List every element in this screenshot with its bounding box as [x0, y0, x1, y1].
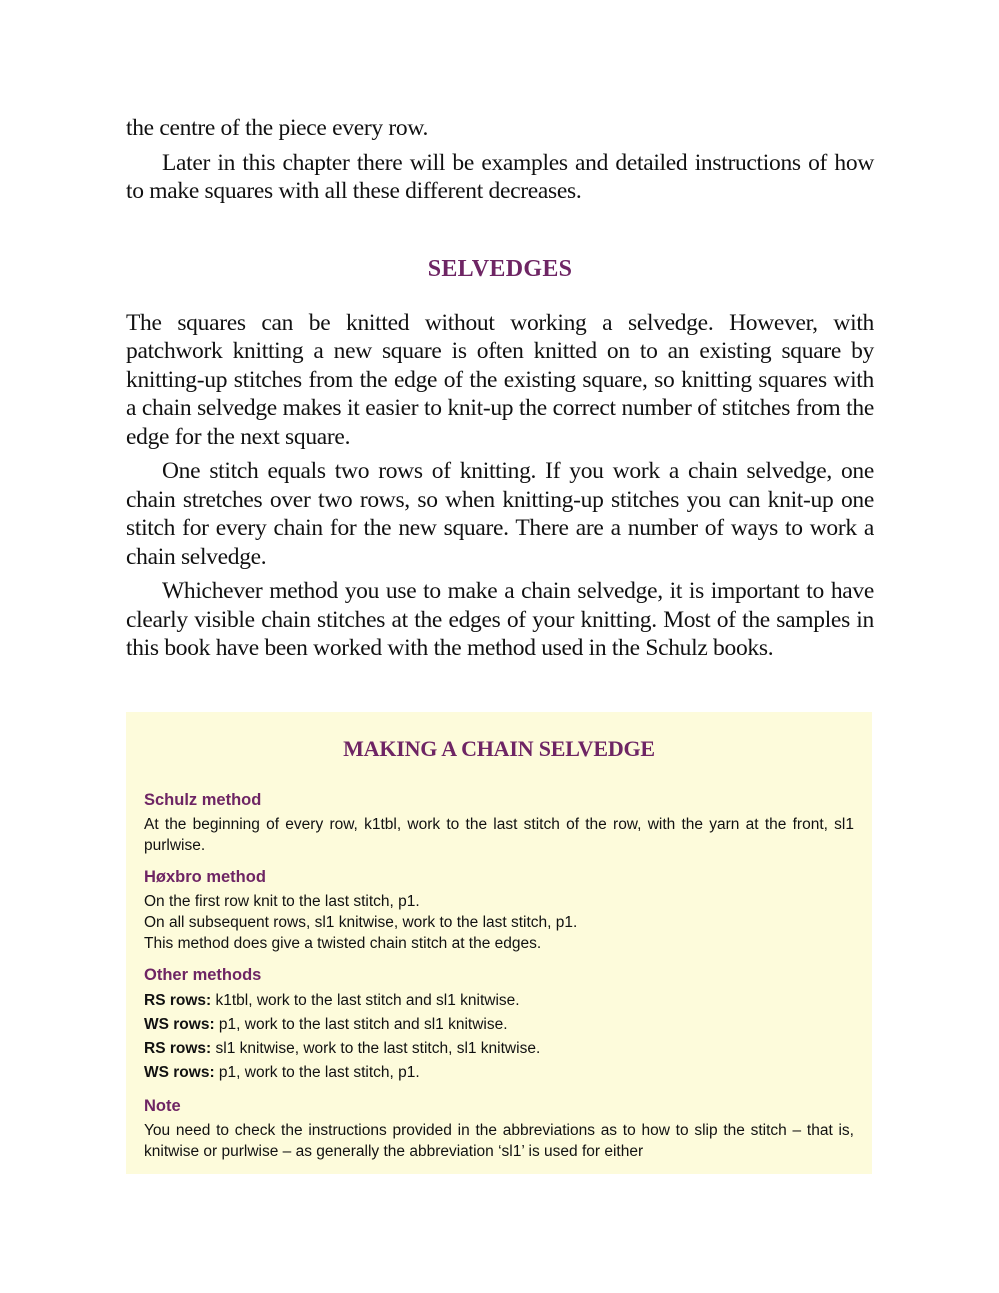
- method-row: [144, 1037, 854, 1061]
- method-row: [144, 1061, 854, 1085]
- hoxbro-section: [144, 867, 854, 954]
- box-title: MAKING A CHAIN SELVEDGE: [343, 736, 655, 761]
- section-heading: SELVEDGES: [427, 255, 573, 282]
- paragraph-3: The squares can be knitted without working a selvedge. However, with patchwork knitting a new square is often knitted on to an existing square by knitting-up stitches from the edge of the existing square, so knitting squares with a chain selvedge makes it easier to knit-up the correct number of stitches from the edge for the next square.: [126, 309, 874, 450]
- method-row: [144, 989, 854, 1013]
- schulz-section: [144, 790, 854, 856]
- row-label: RS rows:: [144, 1040, 212, 1057]
- row-text: p1, work to the last stitch and sl1 knitwise.: [214, 1016, 508, 1033]
- other-methods-section: [144, 965, 854, 1085]
- schulz-text: At the beginning of every row, k1tbl, work to the last stitch of the row, with the yarn at the front, sl1 purlwise.: [144, 816, 854, 854]
- paragraph-4: One stitch equals two rows of knitting. If you work a chain selvedge, one chain stretches over two rows, so when knitting-up stitches you can knit-up one stitch for every chain for the new square. There are a number of ways to work a chain selvedge.: [126, 458, 874, 570]
- hoxbro-heading: Høxbro method: [144, 868, 266, 886]
- row-label: RS rows:: [144, 992, 212, 1009]
- row-text: p1, work to the last stitch, p1.: [214, 1064, 420, 1081]
- row-label: WS rows:: [144, 1064, 215, 1081]
- row-text: k1tbl, work to the last stitch and sl1 knitwise.: [211, 992, 520, 1009]
- row-label: WS rows:: [144, 1016, 215, 1033]
- page-body: [126, 114, 874, 663]
- hoxbro-line: On the first row knit to the last stitch, p1.: [144, 893, 420, 910]
- paragraph-2: Later in this chapter there will be examples and detailed instructions of how to make squares with all these different decreases.: [126, 149, 874, 204]
- method-row: [144, 1013, 854, 1037]
- paragraph-1: the centre of the piece every row.: [126, 115, 429, 141]
- other-methods-heading: Other methods: [144, 966, 262, 984]
- hoxbro-line: This method does give a twisted chain stitch at the edges.: [144, 935, 542, 952]
- row-text: sl1 knitwise, work to the last stitch, sl1 knitwise.: [211, 1040, 541, 1057]
- note-text: You need to check the instructions provided in the abbreviations as to how to slip the stitch – that is, knitwise or purlwise – as generally the abbreviation ‘sl1’ is used for either: [144, 1122, 854, 1160]
- note-section: [144, 1096, 854, 1162]
- schulz-heading: Schulz method: [144, 791, 262, 809]
- paragraph-5: Whichever method you use to make a chain selvedge, it is important to have clearly visible chain stitches at the edges of your knitting. Most of the samples in this book have been worked with the method used in the Schulz books.: [126, 578, 874, 661]
- hoxbro-line: On all subsequent rows, sl1 knitwise, work to the last stitch, p1.: [144, 914, 578, 931]
- chain-selvedge-box: [126, 712, 872, 1174]
- note-heading: Note: [144, 1097, 181, 1115]
